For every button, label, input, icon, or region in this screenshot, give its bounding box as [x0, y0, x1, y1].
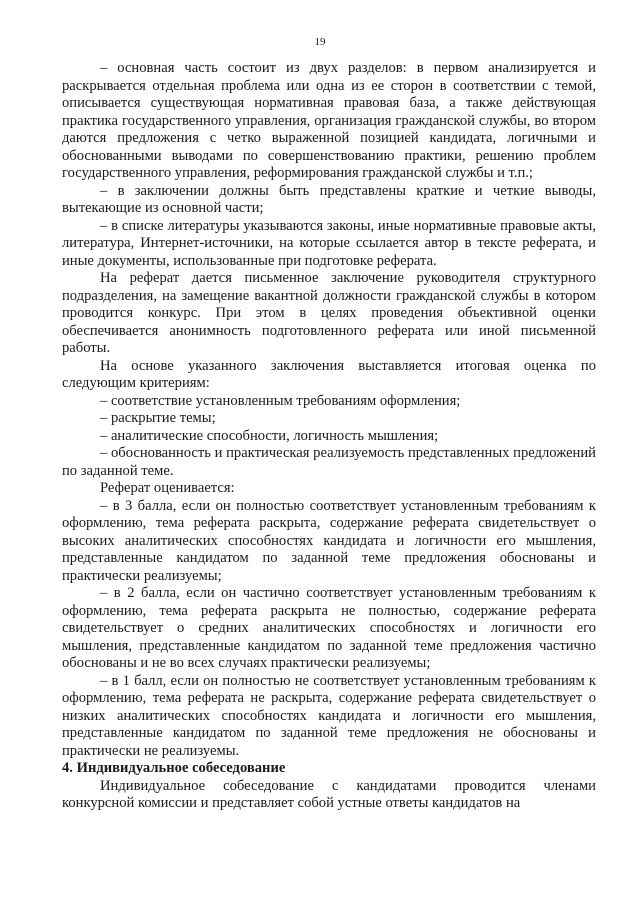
page-number: 19	[314, 36, 326, 48]
grade-2-points: – в 2 балла, если он частично соответствует установленным требованиям к оформлению, тема реферата раскрыта не полностью, содержание реферата свидетельствует о средних аналитических способностях и логичности его мышления, представленные кандидатом по заданной теме предложения частично обоснованы и не во всех случаях практически реализуемы;	[62, 585, 596, 671]
paragraph-literature: – в списке литературы указываются законы, иные нормативные правовые акты, литература, Интернет-источники, на которые ссылается автор в тексте реферата, и иные документы, использованные при подготовке реферата.	[62, 217, 596, 269]
grade-1-point: – в 1 балл, если он полностью не соответствует установленным требованиям к оформлению, тема реферата не раскрыта, содержание реферата свидетельствует о низких аналитических способностях кандидата и логичности его мышления, представленные кандидатом по заданной теме предложения не обоснованы и практически не реализуемы.	[62, 672, 596, 759]
paragraph-conclusion: – в заключении должны быть представлены краткие и четкие выводы, вытекающие из основной части;	[62, 182, 596, 216]
paragraph-main-part: – основная часть состоит из двух разделов: в первом анализируется и раскрывается отдельная проблема или одна из ее сторон в соответствии с темой, описывается существующая нормативная правовая база, а также действующая практика государственного управления, организация гражданской службы, во втором даются предложения с четко выраженной позицией кандидата, логичными и обоснованными выводами по совершенствованию практики, решению проблем государственного управления, реформирования гражданской службы и т.п.;	[62, 60, 596, 181]
grade-3-points: – в 3 балла, если он полностью соответствует установленным требованиям к оформлению, тема реферата раскрыта, содержание реферата свидетельствует о высоких аналитических способностях кандидата и логичности его мышления, представленные кандидатом по заданной теме предложения обоснованы и практически реализуемы;	[62, 497, 596, 584]
document-body	[62, 60, 596, 813]
criteria-item-analytics: – аналитические способности, логичность мышления;	[100, 427, 439, 444]
criteria-item-feasibility: – обоснованность и практическая реализуемость представленных предложений по заданной теме.	[62, 445, 596, 479]
paragraph-criteria-intro: На основе указанного заключения выставляется итоговая оценка по следующим критериям:	[62, 357, 596, 391]
criteria-item-topic: – раскрытие темы;	[100, 410, 216, 426]
paragraph-grading-intro: Реферат оценивается:	[100, 480, 235, 496]
paragraph-interview: Индивидуальное собеседование с кандидатами проводится членами конкурсной комиссии и представляет собой устные ответы кандидатов на	[62, 777, 596, 811]
paragraph-review: На реферат дается письменное заключение руководителя структурного подразделения, на замещение вакантной должности гражданской службы в котором проводится конкурс. При этом в целях проведения объективной оценки обеспечивается анонимность подготовленного реферата или иной письменной работы.	[62, 270, 596, 356]
section-heading: 4. Индивидуальное собеседование	[62, 760, 286, 776]
criteria-item-formatting: – соответствие установленным требованиям оформления;	[100, 392, 461, 409]
